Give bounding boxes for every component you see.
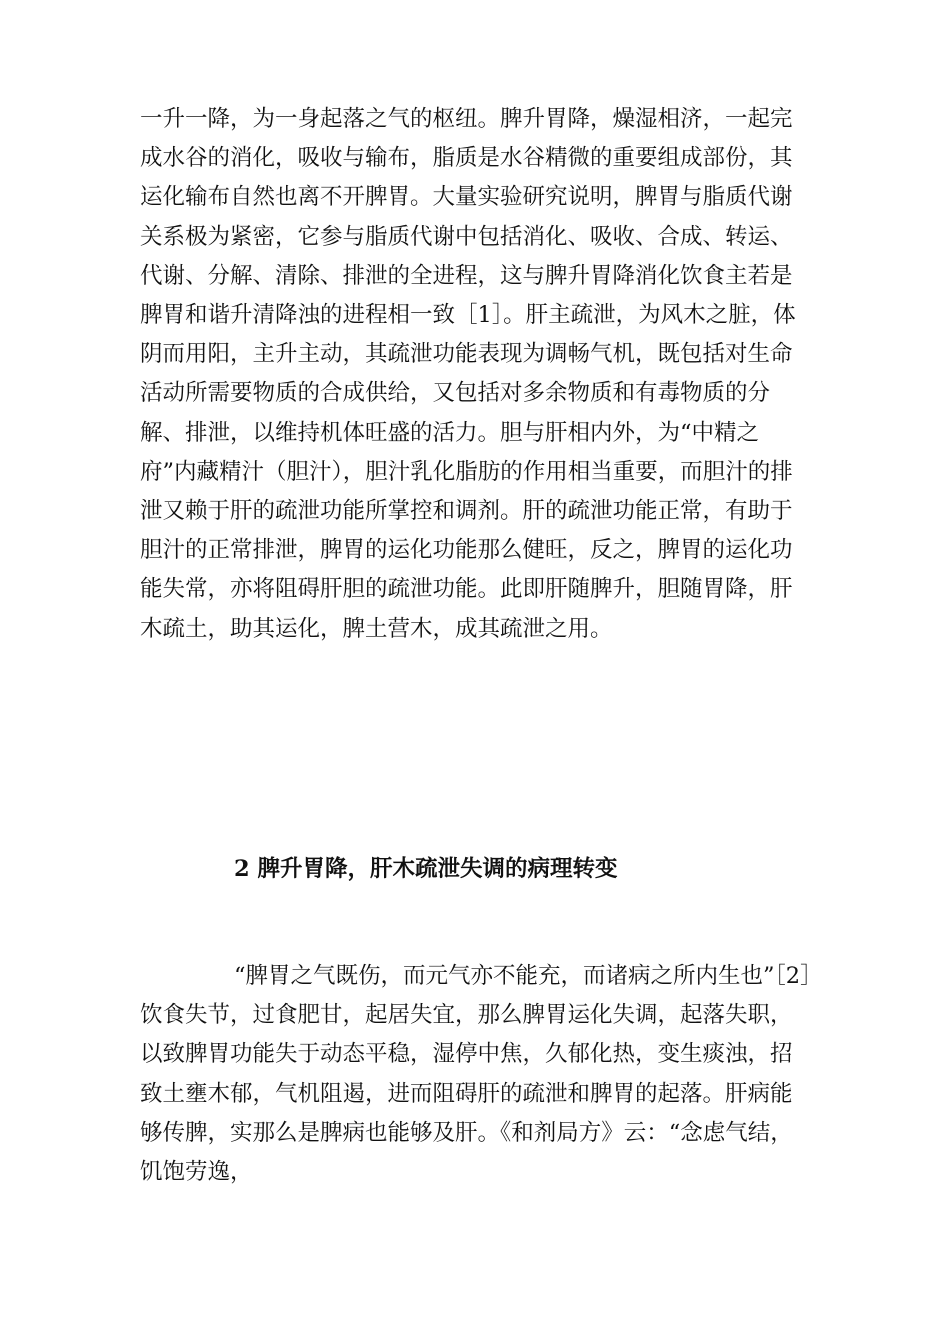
- body-paragraph-2: “脾胃之气既伤，而元气亦不能充，而诸病之所内生也”［2］饮食失节，过食肥甘，起居失宜，那么脾胃运化失调，起落失职，以致脾胃功能失于动态平稳，湿停中焦，久郁化热，变生痰浊，招致土壅木郁，气机阻遏，进而阻碍肝的疏泄和脾胃的起落。肝病能够传脾，实那么是脾病也能够及肝。《和剂局方》云：“念虑气结，饥饱劳逸，: [140, 963, 812, 1186]
- section-heading: 2 脾升胃降，肝木疏泄失调的病理转变: [234, 856, 618, 882]
- body-paragraph-1: 一升一降，为一身起落之气的枢纽。脾升胃降，燥湿相济，一起完成水谷的消化，吸收与输布，脂质是水谷精微的重要组成部份，其运化输布自然也离不开脾胃。大量实验研究说明，脾胃与脂质代谢关系极为紧密，它参与脂质代谢中包括消化、吸收、合成、转运、代谢、分解、清除、排泄的全进程，这与脾升胃降消化饮食主若是脾胃和谐升清降浊的进程相一致［1］。肝主疏泄，为风木之脏，体阴而用阳，主升主动，其疏泄功能表现为调畅气机，既包括对生命活动所需要物质的合成供给，又包括对多余物质和有毒物质的分解、排泄，以维持机体旺盛的活力。胆与肝相内外，为“中精之府”内藏精汁（胆汁），胆汁乳化脂肪的作用相当重要，而胆汁的排泄又赖于肝的疏泄功能所掌控和调剂。肝的疏泄功能正常，有助于胆汁的正常排泄，脾胃的运化功能那么健旺，反之，脾胃的运化功能失常，亦将阻碍肝胆的疏泄功能。此即肝随脾升，胆随胃降，肝木疏土，助其运化，脾土营木，成其疏泄之用。: [140, 106, 796, 642]
